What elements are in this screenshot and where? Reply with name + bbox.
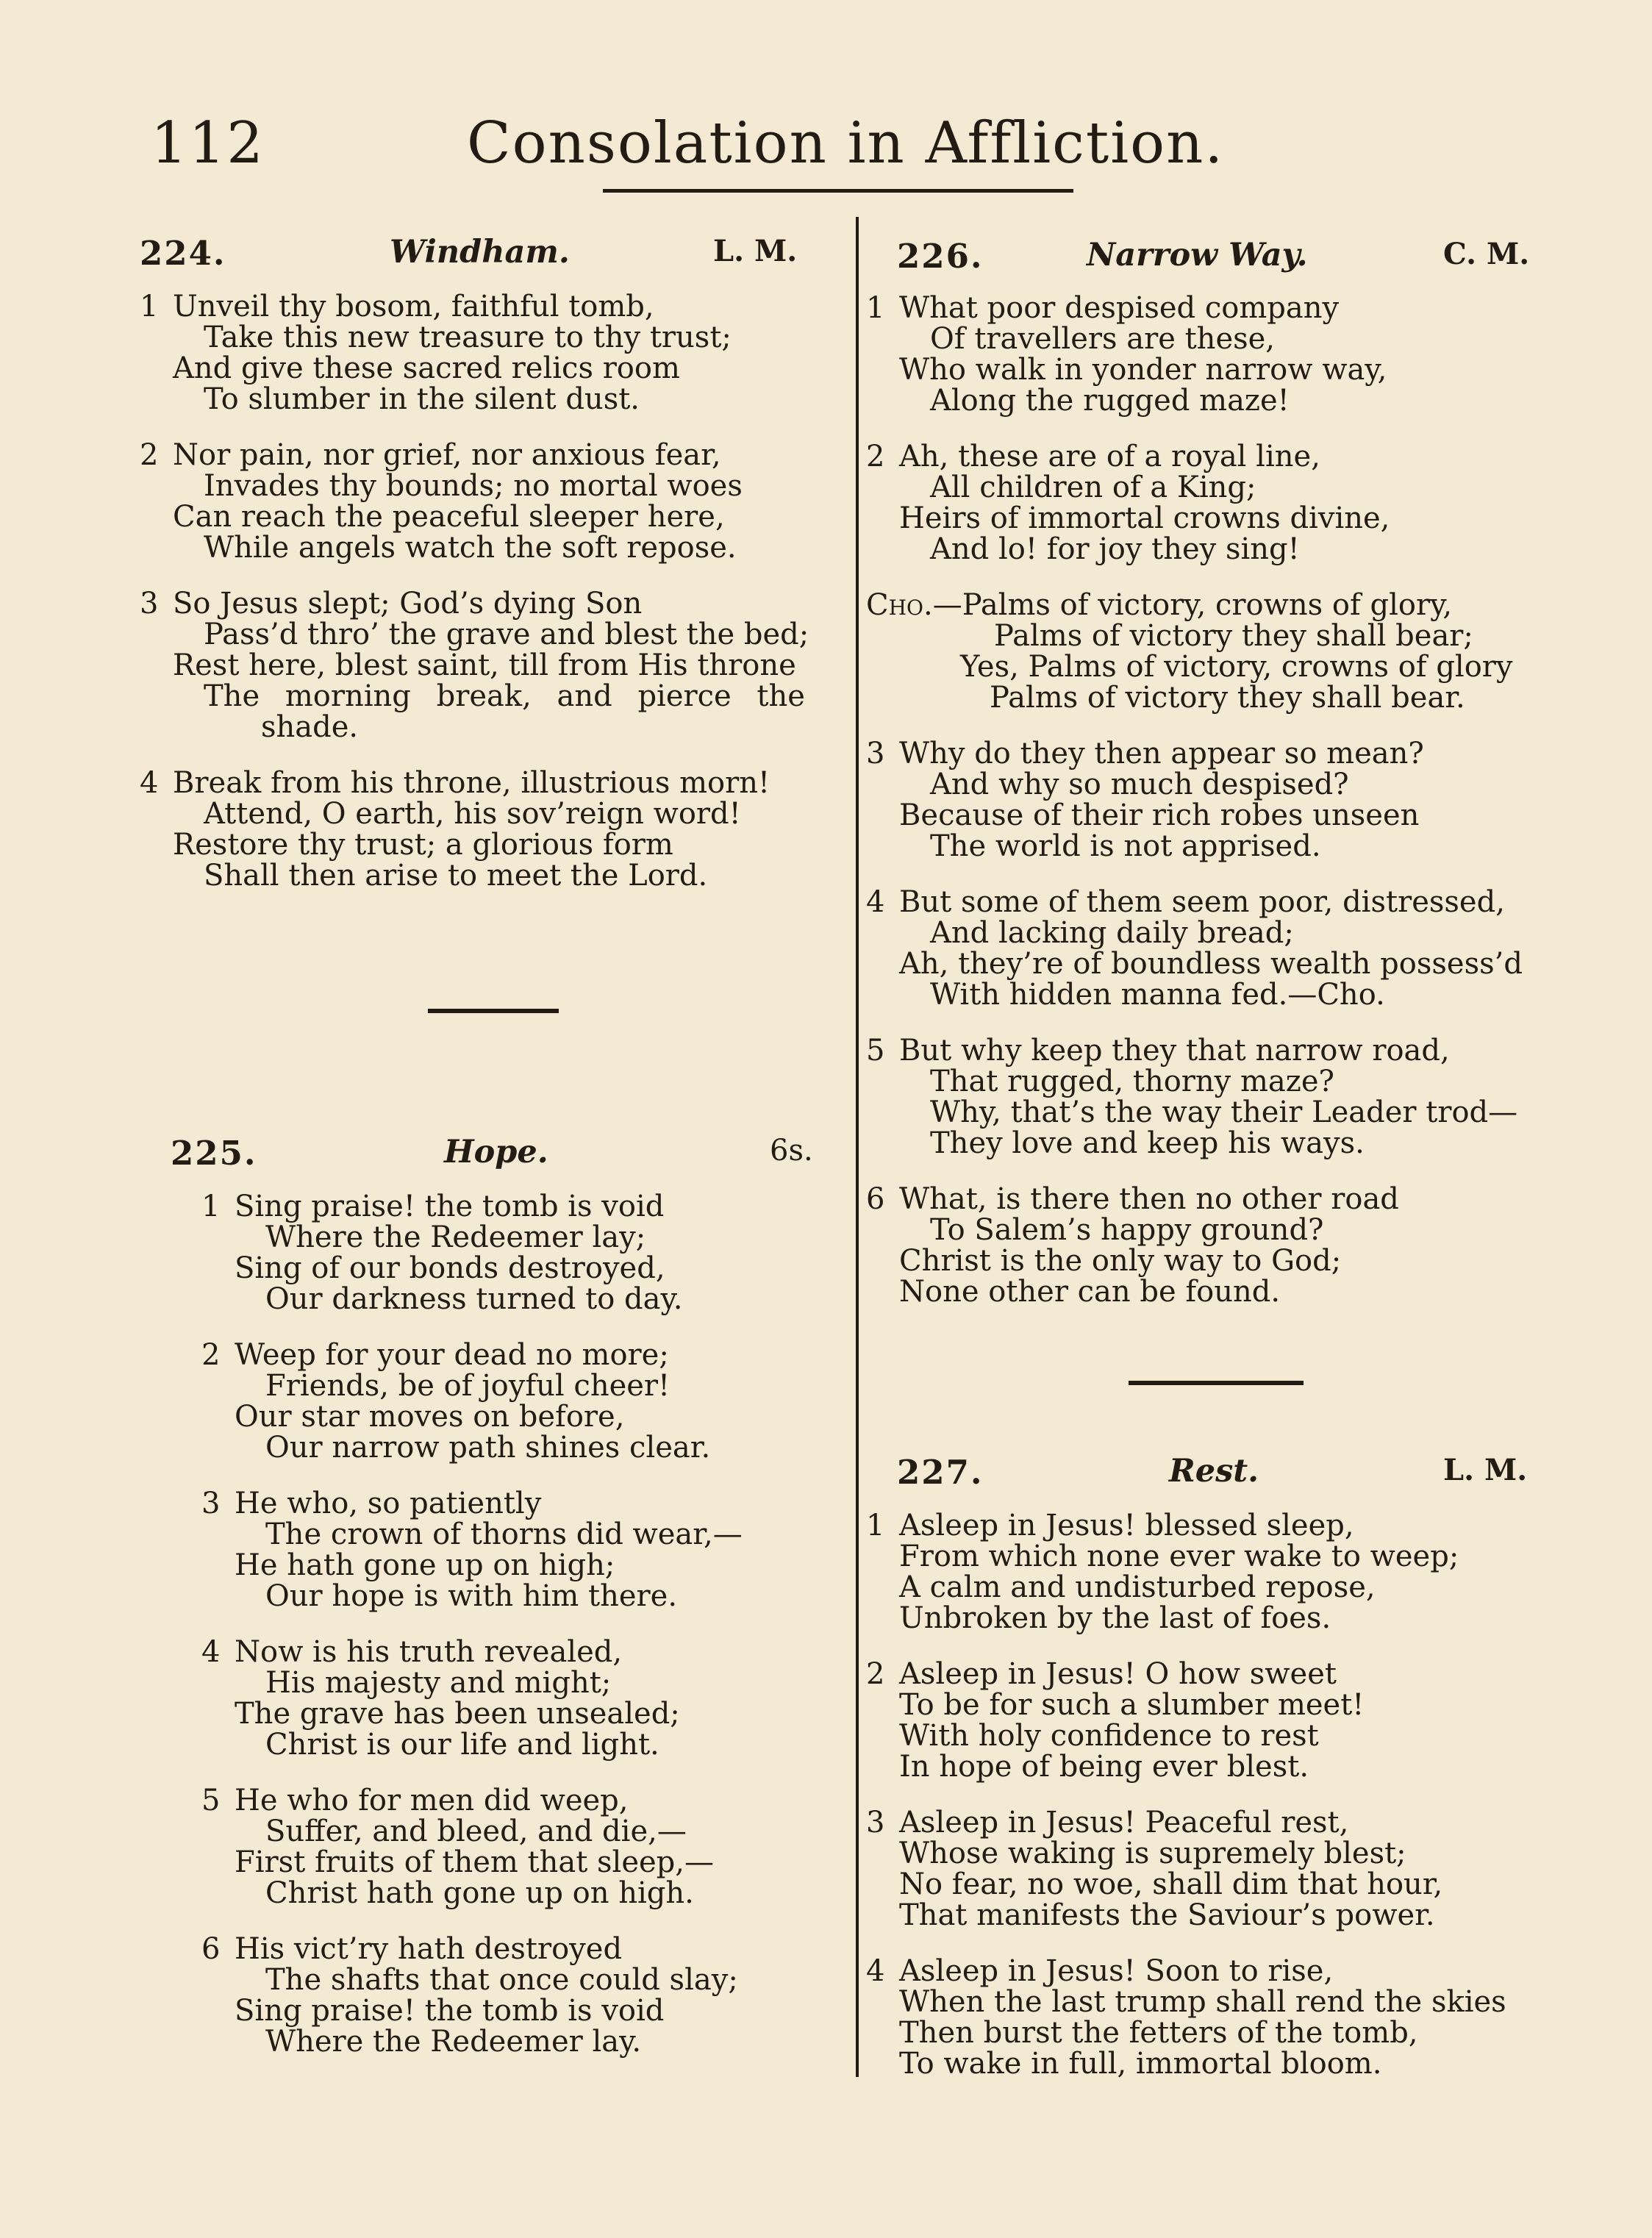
verse-line (866, 1035, 1645, 1066)
verse-text: Now is his truth revealed, (235, 1635, 623, 1669)
verse-text: From which none ever wake to weep; (899, 1540, 1459, 1573)
verse-text: While angels watch the soft repose. (204, 531, 737, 565)
verse-text: Why, that’s the way their Leader trod— (930, 1095, 1518, 1129)
verse-text: Of travellers are these, (930, 322, 1276, 356)
verse-text: Along the rugged maze! (930, 384, 1290, 418)
verse-line (866, 1245, 1645, 1276)
verse-line (866, 682, 1645, 713)
hymn-tune: Hope. (444, 1134, 548, 1170)
verse-text: The grave has been unsealed; (235, 1697, 680, 1731)
verse-line (866, 293, 1645, 323)
verse-line (866, 1510, 1645, 1541)
verse-line (866, 1603, 1645, 1634)
verse-text: Asleep in Jesus! O how sweet (899, 1657, 1337, 1691)
verse-line (140, 322, 838, 353)
verse-line (201, 1934, 847, 1964)
verse-text: Ah, they’re of boundless wealth possess’d (899, 947, 1523, 981)
verse-text: Then burst the fetters of the tomb, (899, 2016, 1418, 2050)
verse-text: Asleep in Jesus! blessed sleep, (899, 1509, 1354, 1542)
verse-line (201, 1581, 847, 1612)
hymn-number: 225. (171, 1134, 257, 1173)
verse-text: His majesty and might; (265, 1666, 612, 1700)
verse-line (866, 1987, 1645, 2017)
verse-text: He hath gone up on high; (235, 1548, 615, 1582)
stanza (866, 293, 1645, 416)
verse-text: Palms of victory they shall bear. (990, 681, 1465, 715)
verse-text: To wake in full, immortal bloom. (899, 2047, 1382, 2081)
verse-line (140, 650, 838, 681)
verse-text: Pass’d thro’ the grave and blest the bed; (204, 618, 809, 651)
verse-line (201, 1401, 847, 1432)
hymn-separator (428, 1009, 559, 1013)
verse-text: Break from his throne, illustrious morn! (173, 766, 770, 800)
verse-line (866, 1659, 1645, 1690)
verse-line (140, 471, 838, 501)
verse-line (866, 1869, 1645, 1900)
hymn-number: 224. (140, 234, 226, 273)
stanza-number: 3 (201, 1487, 221, 1520)
verse-text: With holy confidence to rest (899, 1719, 1319, 1753)
verse-text: Friends, be of joyful cheer! (265, 1369, 671, 1403)
stanza (140, 588, 838, 743)
hymn-meter: L. M. (713, 234, 798, 268)
verse-line (866, 1128, 1645, 1159)
verse-text: The crown of thorns did wear,— (265, 1517, 743, 1551)
verse-line (140, 501, 838, 532)
verse-line (201, 1488, 847, 1519)
verse-line (866, 534, 1645, 565)
verse-line (201, 2026, 847, 2057)
stanza (140, 768, 838, 891)
stanza (866, 1035, 1645, 1159)
stanza-number: 1 (140, 290, 159, 323)
verse-line (201, 1253, 847, 1284)
verse-line (140, 768, 838, 798)
verse-text: And lacking daily bread; (930, 916, 1294, 950)
verse-line (866, 354, 1645, 385)
stanza (866, 1659, 1645, 1782)
verse-text: Ah, these are of a royal line, (899, 440, 1320, 473)
verse-line (866, 1276, 1645, 1307)
verse-line (140, 291, 838, 322)
verse-text: What poor despised company (899, 291, 1340, 325)
verse-line (201, 1340, 847, 1370)
hymn-header (866, 237, 1645, 278)
verse-text: The world is not apprised. (930, 829, 1321, 863)
verse-text: He who, so patiently (235, 1487, 542, 1520)
verse-text: Why do they then appear so mean? (899, 737, 1424, 771)
stanza-number: 6 (866, 1182, 885, 1216)
verse-line (866, 1066, 1645, 1097)
verse-text: Our hope is with him there. (265, 1579, 678, 1613)
verse-line (140, 384, 838, 415)
hymn-number: 227. (897, 1453, 984, 1492)
verse-text: And why so much despised? (930, 768, 1349, 801)
verse-text: Take this new treasure to thy trust; (204, 321, 732, 354)
verse-line (201, 1785, 847, 1816)
stanza-number: 3 (866, 1806, 885, 1840)
verse-line (866, 1807, 1645, 1838)
verse-line (140, 681, 838, 712)
hymn-number: 226. (897, 237, 984, 276)
verse-text: Asleep in Jesus! Peaceful rest, (899, 1806, 1349, 1840)
hymn-224 (140, 234, 838, 916)
verse-text: With hidden manna fed.—Cho. (930, 978, 1385, 1012)
verse-text: In hope of being ever blest. (899, 1750, 1309, 1784)
verse-line (866, 831, 1645, 862)
verse-text: His vict’ry hath destroyed (235, 1932, 623, 1966)
verse-text: Shall then arise to meet the Lord. (204, 859, 708, 893)
verse-line (866, 738, 1645, 769)
stanza-number: 4 (201, 1635, 221, 1669)
verse-line (201, 1878, 847, 1909)
verse-line (866, 441, 1645, 472)
page-number: 112 (151, 110, 265, 176)
verse-text: Our darkness turned to day. (265, 1282, 683, 1316)
verse-line (866, 385, 1645, 416)
verse-text: None other can be found. (899, 1275, 1281, 1309)
verse-line (201, 1370, 847, 1401)
stanza-number: 3 (866, 737, 885, 771)
stanza (140, 291, 838, 415)
verse-line (866, 323, 1645, 354)
stanza (866, 441, 1645, 565)
verse-line (140, 619, 838, 650)
verse-line (866, 590, 1645, 621)
verse-line (201, 1222, 847, 1253)
verse-line (866, 651, 1645, 682)
verse-text: To slumber in the silent dust. (204, 382, 640, 416)
chorus (866, 590, 1645, 713)
verse-line (866, 1838, 1645, 1869)
verse-line (201, 1847, 847, 1878)
verse-text: Restore thy trust; a glorious form (173, 828, 673, 862)
verse-text: Unbroken by the last of foes. (899, 1601, 1331, 1635)
verse-text: Whose waking is supremely blest; (899, 1837, 1406, 1870)
hymn-227 (866, 1453, 1645, 2104)
hymn-header (140, 234, 838, 275)
verse-text: Where the Redeemer lay; (265, 1220, 646, 1254)
verse-line (201, 1519, 847, 1550)
verse-text: Sing praise! the tomb is void (235, 1190, 665, 1223)
verse-line (201, 1191, 847, 1222)
verse-line (866, 2017, 1645, 2048)
verse-line (866, 800, 1645, 831)
verse-text: Christ is our life and light. (265, 1728, 659, 1762)
hymn-tune: Rest. (1169, 1453, 1259, 1490)
hymn-tune: Windham. (390, 234, 570, 271)
verse-line (866, 1215, 1645, 1245)
verse-text: To be for such a slumber meet! (899, 1688, 1365, 1722)
verse-line (866, 769, 1645, 800)
verse-text: That rugged, thorny maze? (930, 1065, 1334, 1098)
verse-text: Where the Redeemer lay. (265, 2025, 642, 2059)
verse-line (201, 1637, 847, 1667)
verse-text: Our narrow path shines clear. (265, 1431, 711, 1465)
verse-line (201, 1698, 847, 1729)
verse-line (201, 1729, 847, 1760)
verse-text: The shafts that once could slay; (265, 1963, 738, 1997)
stanza (866, 887, 1645, 1010)
verse-text: To Salem’s happy ground? (930, 1213, 1324, 1247)
verse-line (201, 1284, 847, 1315)
verse-line (866, 503, 1645, 534)
hymn-separator (1129, 1381, 1304, 1385)
verse-text: Christ hath gone up on high. (265, 1876, 694, 1910)
verse-text: Nor pain, nor grief, nor anxious fear, (173, 438, 721, 472)
hymn-meter: 6s. (770, 1134, 813, 1168)
verse-line (866, 979, 1645, 1010)
stanza-number: 4 (140, 766, 159, 800)
verse-text: shade. (261, 710, 359, 744)
hymn-header (171, 1134, 847, 1175)
verse-line (866, 1097, 1645, 1128)
verse-text: Invades thy bounds; no mortal woes (204, 469, 743, 503)
verse-line (201, 1816, 847, 1847)
hymn-meter: L. M. (1443, 1453, 1528, 1487)
stanza (201, 1340, 847, 1463)
verse-text: But why keep they that narrow road, (899, 1034, 1450, 1068)
verse-text: What, is there then no other road (899, 1182, 1399, 1216)
verse-line (866, 1572, 1645, 1603)
title-rule (603, 189, 1073, 193)
verse-line (866, 621, 1645, 651)
verse-text: He who for men did weep, (235, 1784, 629, 1817)
verse-line (201, 1995, 847, 2026)
verse-line (866, 1541, 1645, 1572)
verse-line (140, 588, 838, 619)
verse-text: Attend, O earth, his sov’reign word! (204, 797, 741, 831)
stanza-number: 2 (866, 440, 885, 473)
verse-line (866, 1184, 1645, 1215)
stanza (140, 440, 838, 563)
stanza-number: 6 (201, 1932, 221, 1966)
verse-text: They love and keep his ways. (930, 1126, 1365, 1160)
stanza-number: 1 (866, 291, 885, 325)
verse-line (140, 440, 838, 471)
verse-text: Asleep in Jesus! Soon to rise, (899, 1954, 1334, 1988)
verse-text: Can reach the peaceful sleeper here, (173, 500, 725, 534)
hymn-tune: Narrow Way. (1087, 237, 1308, 274)
stanza (201, 1488, 847, 1612)
verse-line (866, 918, 1645, 948)
verse-text: All children of a King; (930, 471, 1256, 504)
verse-text: A calm and undisturbed repose, (899, 1570, 1376, 1604)
verse-text: Christ is the only way to God; (899, 1244, 1342, 1278)
verse-text: And lo! for joy they sing! (930, 532, 1300, 566)
stanza (866, 1184, 1645, 1307)
chorus-label: Cho.— (866, 588, 962, 622)
verse-line (201, 1667, 847, 1698)
stanza-number: 4 (866, 885, 885, 919)
verse-text: Because of their rich robes unseen (899, 798, 1420, 832)
verse-text: The morning break, and pierce the (204, 679, 805, 713)
stanza-number: 2 (866, 1657, 885, 1691)
verse-line (201, 1432, 847, 1463)
verse-text: Our star moves on before, (235, 1400, 625, 1434)
stanza (866, 1807, 1645, 1931)
stanza-number: 3 (140, 587, 159, 621)
hymn-header (866, 1453, 1645, 1494)
verse-text: When the last trump shall rend the skies (899, 1985, 1506, 2019)
stanza-number: 5 (866, 1034, 885, 1068)
verse-text: No fear, no woe, shall dim that hour, (899, 1867, 1443, 1901)
verse-text: Unveil thy bosom, faithful tomb, (173, 290, 654, 323)
verse-line (866, 948, 1645, 979)
verse-line (866, 1720, 1645, 1751)
verse-line (140, 798, 838, 829)
verse-line (140, 532, 838, 563)
verse-line (866, 1751, 1645, 1782)
verse-text: Suffer, and bleed, and die,— (265, 1815, 687, 1848)
hymn-226 (866, 237, 1645, 1332)
verse-text: First fruits of them that sleep,— (235, 1845, 714, 1879)
verse-line (866, 1900, 1645, 1931)
verse-text: That manifests the Saviour’s power. (899, 1898, 1435, 1932)
stanza-number: 2 (201, 1338, 221, 1372)
stanza-number: 5 (201, 1784, 221, 1817)
stanza (201, 1934, 847, 2057)
stanza-number: 1 (866, 1509, 885, 1542)
verse-text: But some of them seem poor, distressed, (899, 885, 1505, 919)
verse-text: And give these sacred relics room (173, 351, 680, 385)
page-title: Consolation in Affliction. (467, 110, 1225, 176)
stanza-number: 4 (866, 1954, 885, 1988)
verse-text: Weep for your dead no more; (235, 1338, 669, 1372)
verse-line (866, 887, 1645, 918)
verse-text: Yes, Palms of victory, crowns of glory (960, 650, 1513, 684)
stanza (866, 1956, 1645, 2079)
verse-text: Who walk in yonder narrow way, (899, 353, 1387, 387)
verse-line (140, 829, 838, 860)
hymn-meter: C. M. (1443, 237, 1530, 271)
page-header (0, 103, 1652, 184)
column-divider (856, 217, 859, 2077)
verse-text: Sing of our bonds destroyed, (235, 1251, 665, 1285)
verse-line (866, 1690, 1645, 1720)
hymn-225 (171, 1134, 847, 2082)
verse-line (201, 1550, 847, 1581)
stanza (866, 1510, 1645, 1634)
stanza (201, 1637, 847, 1760)
verse-text: Rest here, blest saint, till from His throne (173, 648, 796, 682)
stanza (866, 738, 1645, 862)
stanza (201, 1785, 847, 1909)
verse-line (140, 353, 838, 384)
verse-line (201, 1964, 847, 1995)
verse-line (140, 712, 838, 743)
verse-text: Heirs of immortal crowns divine, (899, 501, 1390, 535)
stanza (201, 1191, 847, 1315)
verse-line (866, 472, 1645, 503)
verse-text: Palms of victory, crowns of glory, (962, 588, 1453, 622)
verse-text: So Jesus slept; God’s dying Son (173, 587, 643, 621)
stanza-number: 2 (140, 438, 159, 472)
verse-line (866, 1956, 1645, 1987)
verse-text: Sing praise! the tomb is void (235, 1994, 665, 2028)
stanza-number: 1 (201, 1190, 221, 1223)
verse-text: Palms of victory they shall bear; (994, 619, 1473, 653)
verse-line (866, 2048, 1645, 2079)
verse-line (140, 860, 838, 891)
